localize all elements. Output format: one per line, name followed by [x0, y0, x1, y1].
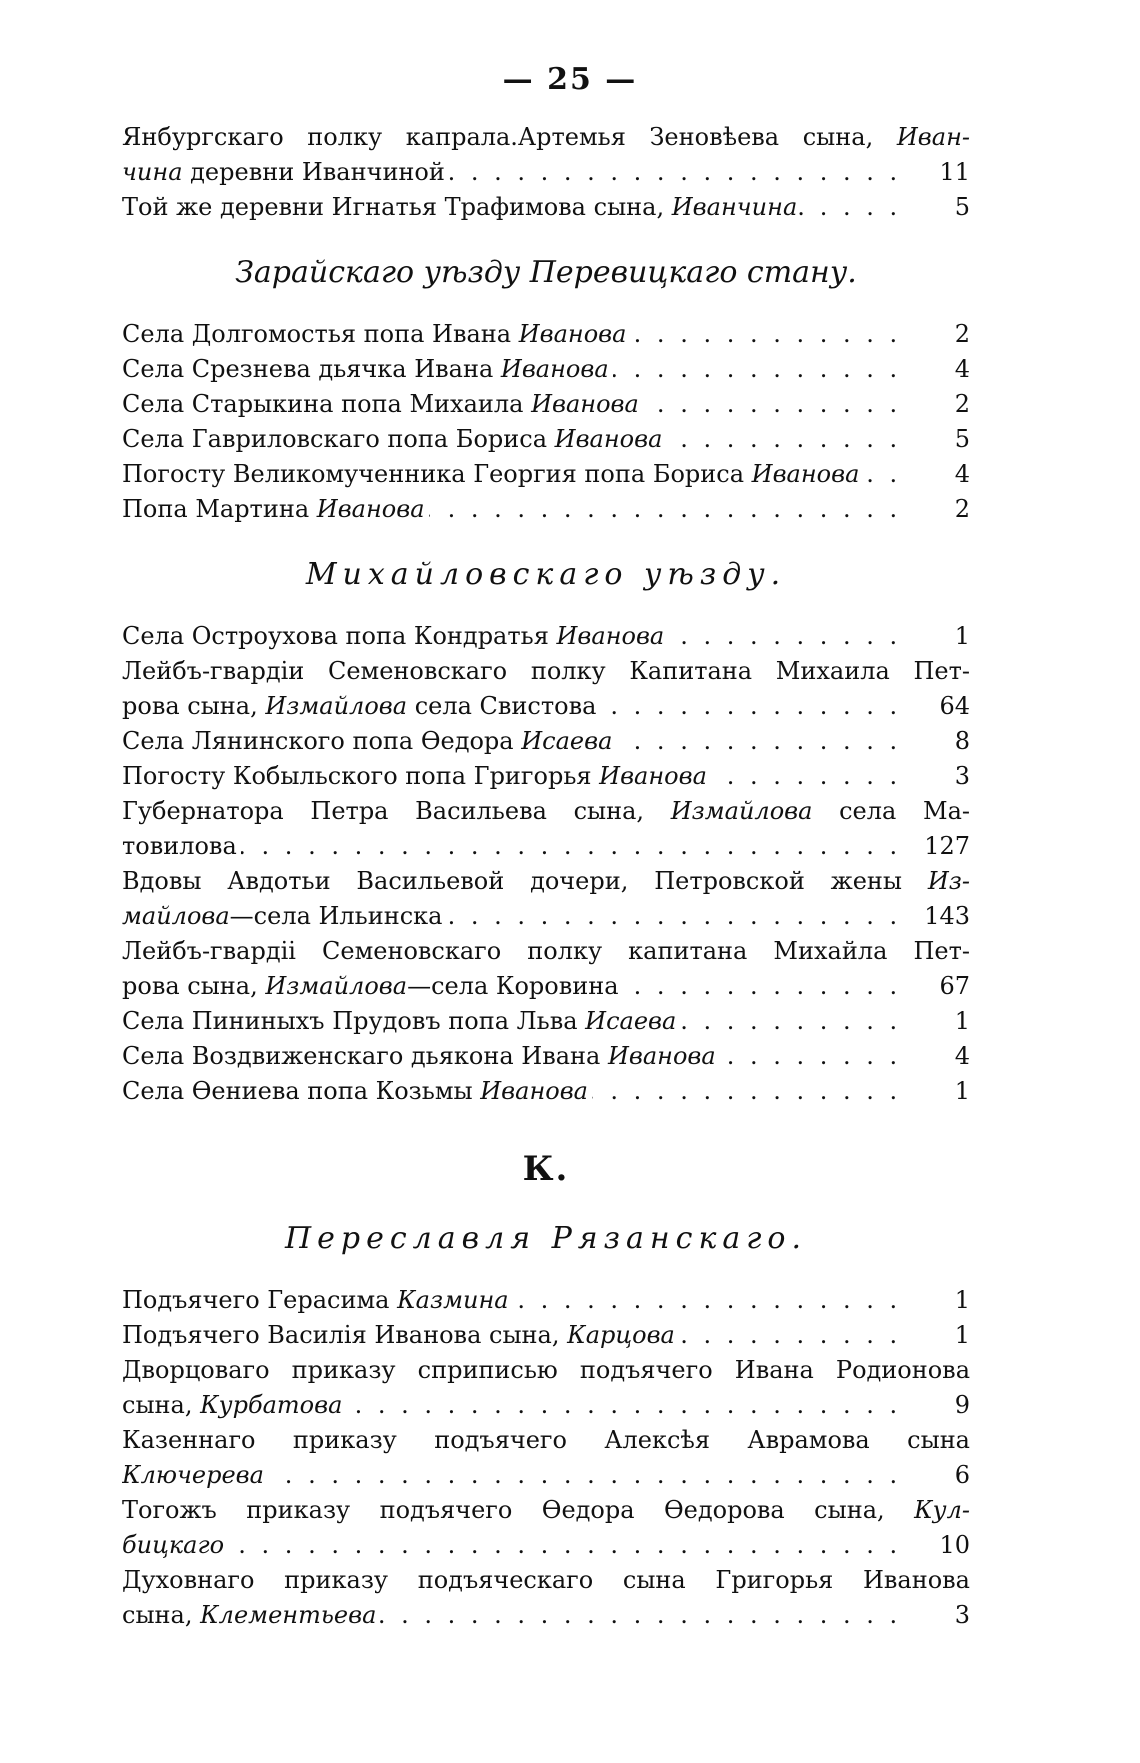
list-item	[122, 1563, 970, 1633]
entry-text: сына,	[122, 1601, 201, 1629]
entry-surname: Иванова	[480, 1077, 588, 1105]
entry-line	[122, 120, 970, 155]
list-item	[122, 457, 970, 492]
entry-text: товилова	[122, 832, 237, 860]
list-item	[122, 1283, 970, 1318]
entry-surname: Иванова	[500, 355, 609, 383]
entry-surname: Исаева	[521, 727, 613, 755]
entry-text: сына,	[122, 1391, 201, 1419]
entry-text: Тогожъ приказу подъячего Ѳедора Ѳедорова сына,	[122, 1496, 915, 1524]
entry-text: .	[797, 193, 805, 221]
entry-line	[122, 1528, 970, 1563]
entry-count: 4	[954, 460, 970, 488]
entry-text: Губернатора Петра Васильева сына,	[122, 797, 671, 825]
entry-surname: чина	[122, 158, 183, 186]
entry-text: Вдовы Авдотьи Васильевой дочери, Петровской жены	[122, 867, 928, 895]
entry-text: Погосту Кобыльского попа Григорья	[122, 762, 600, 790]
entry-count: 2	[954, 390, 970, 418]
entry-count: 5	[954, 193, 970, 221]
list-item	[122, 1039, 970, 1074]
entry-text: Села Старыкина попа Михаила	[122, 390, 532, 418]
entry-text: Подъячего Герасима	[122, 1286, 398, 1314]
list-item	[122, 422, 970, 457]
entry-surname: майлова	[122, 902, 230, 930]
entry-text: села Свистова	[407, 692, 597, 720]
entry-surname: Иванова	[599, 762, 707, 790]
entry-count: 9	[954, 1391, 970, 1419]
entry-surname: Из-	[927, 867, 970, 895]
entry-text: Села Ѳениева попа Козьмы	[122, 1077, 481, 1105]
entry-text: Села Долгомостья попа Ивана	[122, 320, 519, 348]
list-item	[122, 190, 970, 225]
section-title: Михайловскаго уѣзду.	[305, 557, 787, 592]
entry-surname: Исаева	[585, 1007, 677, 1035]
entry-text: Села Остроухова попа Кондратья	[122, 622, 557, 650]
entry-line	[122, 864, 970, 899]
entry-surname: Иванова	[556, 622, 665, 650]
entry-text: Села Лянинского попа Ѳедора	[122, 727, 522, 755]
page-number: — 25 —	[502, 62, 638, 97]
entry-text: Подъячего Василія Иванова сына,	[122, 1321, 568, 1349]
entry-count: 1	[954, 1007, 970, 1035]
entry-count: 1	[954, 1286, 970, 1314]
list-item	[122, 352, 970, 387]
entry-surname: Иванова	[554, 425, 663, 453]
list-item	[122, 864, 970, 934]
entry-count: 64	[939, 692, 970, 720]
entry-line: Лейбъ-гвардіи Семеновскаго полку Капитана Михаила Пет-	[122, 657, 970, 685]
entry-line	[122, 1598, 970, 1633]
list-item	[122, 1423, 970, 1493]
entry-count: 67	[939, 972, 970, 1000]
page-content	[122, 120, 970, 1633]
entry-surname: Курбатова	[200, 1391, 343, 1419]
entry-surname: Иванова	[607, 1042, 716, 1070]
entry-text: Села Гавриловскаго попа Бориса	[122, 425, 555, 453]
list-item	[122, 1074, 970, 1109]
entry-count: 4	[954, 1042, 970, 1070]
list-item	[122, 120, 970, 190]
entry-count: 11	[939, 158, 970, 186]
entry-line	[122, 969, 970, 1004]
list-item	[122, 492, 970, 527]
entry-line	[122, 829, 970, 864]
entry-count: 5	[954, 425, 970, 453]
entry-line	[122, 689, 970, 724]
list-item	[122, 317, 970, 352]
entry-text: Янбургскаго полку капрала.Артемья Зеновѣева сына,	[122, 123, 897, 151]
entry-text: Погосту Великомученника Георгия попа Бориса	[122, 460, 752, 488]
entry-surname: Клементьева	[200, 1601, 377, 1629]
list-item	[122, 387, 970, 422]
entry-line	[122, 1458, 970, 1493]
entry-surname: Ключерева	[122, 1461, 264, 1489]
entry-text: Лейбъ-гвардіі Семеновскаго полку капитана Михайла Пет-	[122, 937, 970, 965]
list-item	[122, 1493, 970, 1563]
entry-surname: Иванова	[751, 460, 860, 488]
entry-count: 2	[954, 495, 970, 523]
entry-count: 1	[954, 1321, 970, 1349]
entry-surname: Иванчина	[671, 193, 798, 221]
entry-text: Той же деревни Игнатья Трафимова сына,	[122, 193, 672, 221]
entry-line	[122, 1493, 970, 1528]
list-item	[122, 1318, 970, 1353]
list-item	[122, 934, 970, 1004]
entry-count: 10	[939, 1531, 970, 1559]
entry-surname: Измайлова	[265, 692, 408, 720]
list-item	[122, 619, 970, 654]
entry-text: рова сына,	[122, 972, 266, 1000]
list-item	[122, 1004, 970, 1039]
entry-count: 127	[924, 832, 970, 860]
entry-surname: бицкаго	[122, 1531, 225, 1559]
entry-text: —села Коровина	[407, 972, 619, 1000]
entry-text: села Ма-	[812, 797, 970, 825]
entry-count: 2	[954, 320, 970, 348]
entry-line	[122, 1388, 970, 1423]
entry-line	[122, 899, 970, 934]
entry-count: 1	[954, 622, 970, 650]
entry-text: деревни Иванчиной	[182, 158, 445, 186]
entry-surname: Иванова	[316, 495, 425, 523]
entry-surname: Иван-	[896, 123, 970, 151]
entry-line	[122, 155, 970, 190]
entry-count: 1	[954, 1077, 970, 1105]
letter-heading: К.	[522, 1149, 570, 1189]
entry-text: Села Воздвиженскаго дьякона Ивана	[122, 1042, 608, 1070]
entry-text: Попа Мартина	[122, 495, 317, 523]
entry-surname: Казмина	[397, 1286, 509, 1314]
entry-line: Казеннаго приказу подъячего Алексѣя Аврамова сына	[122, 1426, 970, 1454]
section-title: Переславля Рязанскаго.	[284, 1221, 808, 1256]
entry-text: —села Ильинска	[229, 902, 443, 930]
list-item	[122, 1353, 970, 1423]
entry-count: 3	[954, 1601, 970, 1629]
entry-text: Села Срезнева дьячка Ивана	[122, 355, 501, 383]
entry-count: 4	[954, 355, 970, 383]
entry-surname: Кул-	[914, 1496, 970, 1524]
entry-surname: Измайлова	[265, 972, 408, 1000]
entry-text: Села Пининыхъ Прудовъ попа Льва	[122, 1007, 586, 1035]
entry-line: Дворцоваго приказу сприписью подъячего Ивана Родионова	[122, 1356, 970, 1384]
list-item	[122, 654, 970, 724]
list-item	[122, 724, 970, 759]
entry-surname: Иванова	[518, 320, 627, 348]
list-item	[122, 759, 970, 794]
entry-text: рова сына,	[122, 692, 266, 720]
entry-count: 3	[954, 762, 970, 790]
entry-line	[122, 934, 970, 969]
entry-surname: Измайлова	[670, 797, 813, 825]
entry-surname: Карцова	[567, 1321, 675, 1349]
entry-count: 6	[954, 1461, 970, 1489]
entry-count: 8	[954, 727, 970, 755]
list-item	[122, 794, 970, 864]
entry-line: Духовнаго приказу подъяческаго сына Григорья Иванова	[122, 1566, 970, 1594]
section-title: Зарайскаго уѣзду Перевицкаго стану.	[235, 255, 857, 290]
entry-count: 143	[924, 902, 970, 930]
entry-line	[122, 794, 970, 829]
entry-surname: Иванова	[531, 390, 639, 418]
